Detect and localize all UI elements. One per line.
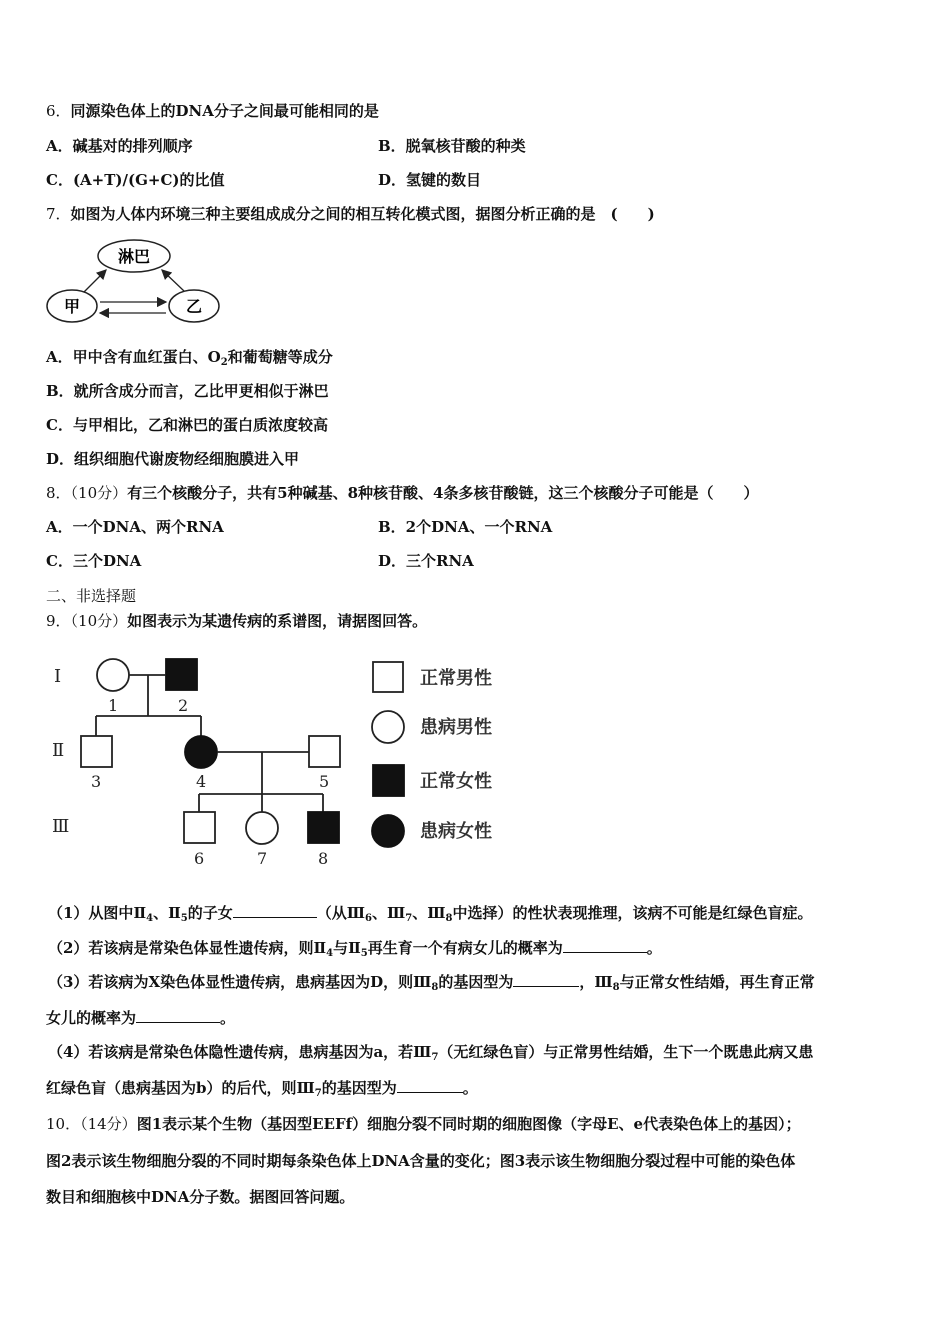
q9-sub4-text-f: 的基因型为 bbox=[321, 1079, 397, 1097]
q9-sub3-genotype-blank[interactable] bbox=[513, 971, 579, 987]
individual-7 bbox=[246, 812, 278, 844]
arrow-jia-to-lymph bbox=[84, 270, 106, 292]
q10-line3: 数目和细胞核中DNA分子数。据图回答问题。 bbox=[46, 1188, 355, 1206]
q9-sub2-text-f: 。 bbox=[646, 939, 662, 957]
q9-number: 9．（10分） bbox=[46, 612, 128, 630]
q6-option-b: B．脱氧核苷酸的种类 bbox=[378, 137, 526, 155]
q8-option-b: B．2个DNA、一个RNA bbox=[378, 518, 553, 536]
q9-sub3-text-f: 与正常女性结婚，再生育正常 bbox=[619, 973, 815, 991]
q9-sub1-answer-blank[interactable] bbox=[233, 902, 317, 918]
legend-circle-filled-icon bbox=[372, 815, 404, 847]
q9-stem-text: 如图表示为某遗传病的系谱图，请据图回答。 bbox=[127, 612, 428, 630]
q9-sub1-text-j: 、Ⅲ bbox=[412, 904, 446, 922]
q10-number: 10．（14分） bbox=[46, 1115, 137, 1133]
q9-sub3-text-a: （3）若该病为X染色体显性遗传病，患病基因为D，则Ⅲ bbox=[48, 973, 432, 991]
gen-label-3: Ⅲ bbox=[52, 816, 70, 837]
q9-sub4-sub-b: 7 bbox=[431, 1052, 439, 1063]
q7-option-a-sub: 2 bbox=[220, 357, 228, 368]
q7-option-a-post: 和葡萄糖等成分 bbox=[227, 348, 333, 366]
id-4: 4 bbox=[196, 772, 207, 791]
gen-label-1: Ⅰ bbox=[54, 666, 62, 687]
q9-sub2-text-e: 再生育一个有病女儿的概率为 bbox=[367, 939, 563, 957]
q9-stem bbox=[46, 611, 427, 631]
legend-label-3: 正常女性 bbox=[420, 771, 492, 792]
q8-number: 8．（10分） bbox=[46, 484, 128, 502]
gen-label-2: Ⅱ bbox=[52, 740, 65, 761]
q9-sub3-text-h: 。 bbox=[220, 1009, 236, 1027]
q9-sub3-text-c: 的基因型为 bbox=[438, 973, 514, 991]
id-5: 5 bbox=[319, 772, 330, 791]
q9-sub1-text-h: 、Ⅲ bbox=[371, 904, 406, 922]
q8-option-a: A．一个DNA、两个RNA bbox=[46, 518, 224, 536]
q9-sub3-sub-e: 8 bbox=[612, 982, 620, 993]
individual-2 bbox=[166, 659, 197, 690]
q9-sub2-text-c: 与Ⅱ bbox=[333, 939, 361, 957]
q9-sub1-sub-i: 7 bbox=[405, 913, 413, 924]
q9-sub1-text-l: 中选择）的性状表现推理，该病不可能是红绿色盲症。 bbox=[452, 904, 813, 922]
q7-option-d: D．组织细胞代谢废物经细胞膜进入甲 bbox=[46, 450, 300, 468]
q9-sub2-sub-d: 5 bbox=[360, 948, 368, 959]
q9-sub2-answer-blank[interactable] bbox=[563, 937, 647, 953]
q9-sub4-genotype-blank[interactable] bbox=[397, 1077, 463, 1093]
q9-sub1 bbox=[48, 902, 812, 929]
q9-sub3-probability-blank[interactable] bbox=[136, 1007, 220, 1023]
q7-option-c: C．与甲相比，乙和淋巴的蛋白质浓度较高 bbox=[46, 416, 328, 434]
q9-sub4-text-g: 。 bbox=[462, 1079, 478, 1097]
legend-label-2: 患病男性 bbox=[420, 717, 492, 738]
q8-option-d: D．三个RNA bbox=[378, 552, 474, 570]
q9-sub1-sub-d: 5 bbox=[180, 913, 188, 924]
id-7: 7 bbox=[257, 849, 268, 868]
legend-circle-empty-icon bbox=[372, 711, 404, 743]
q9-sub1-text-e: 的子女 bbox=[187, 904, 233, 922]
legend-label-4: 患病女性 bbox=[420, 821, 492, 842]
q9-sub1-sub-k: 8 bbox=[445, 913, 453, 924]
q8-option-c: C．三个DNA bbox=[46, 552, 142, 570]
id-1: 1 bbox=[108, 696, 119, 715]
q9-sub4-text-a: （4）若该病是常染色体隐性遗传病，患病基因为a，若Ⅲ bbox=[48, 1043, 432, 1061]
q7-stem-text: 如图为人体内环境三种主要组成成分之间的相互转化模式图，据图分析正确的是 ( ) bbox=[70, 205, 655, 223]
q7-diagram bbox=[44, 236, 224, 328]
q9-sub3-sub-b: 8 bbox=[431, 982, 439, 993]
individual-6 bbox=[184, 812, 215, 843]
q9-sub3-text-g: 女儿的概率为 bbox=[46, 1009, 137, 1027]
id-3: 3 bbox=[91, 772, 102, 791]
q8-stem bbox=[46, 483, 758, 503]
q9-sub4-sub-e: 7 bbox=[314, 1088, 322, 1099]
section-heading: 二、非选择题 bbox=[46, 587, 137, 605]
q10-line2: 图2表示该生物细胞分裂的不同时期每条染色体上DNA含量的变化；图3表示该生物细胞分裂过程中可能的染色体 bbox=[46, 1152, 796, 1170]
individual-3 bbox=[81, 736, 112, 767]
pedigree-chart bbox=[46, 652, 526, 874]
q7-stem bbox=[46, 204, 655, 224]
q7-option-a bbox=[46, 347, 333, 373]
q9-sub3-line1 bbox=[48, 971, 815, 998]
id-8: 8 bbox=[318, 849, 329, 868]
q9-sub2 bbox=[48, 937, 662, 964]
lymph-label: 淋巴 bbox=[117, 247, 151, 266]
q9-sub4-text-d: 红绿色盲（患病基因为b）的后代，则Ⅲ bbox=[46, 1079, 315, 1097]
q9-sub4-line2 bbox=[46, 1077, 478, 1104]
id-2: 2 bbox=[178, 696, 189, 715]
q6-option-a: A．碱基对的排列顺序 bbox=[46, 137, 193, 155]
individual-5 bbox=[309, 736, 340, 767]
q9-sub1-text-c: 、Ⅱ bbox=[153, 904, 181, 922]
individual-1 bbox=[97, 659, 129, 691]
q7-option-b: B．就所含成分而言，乙比甲更相似于淋巴 bbox=[46, 382, 329, 400]
q9-sub3-line2 bbox=[46, 1007, 235, 1028]
q6-option-d: D．氢键的数目 bbox=[378, 171, 482, 189]
jia-label: 甲 bbox=[63, 297, 81, 316]
q9-sub1-sub-b: 4 bbox=[146, 913, 154, 924]
individual-8 bbox=[308, 812, 339, 843]
q6-stem bbox=[46, 101, 379, 121]
q9-sub3-text-d: ，Ⅲ bbox=[579, 973, 613, 991]
id-6: 6 bbox=[194, 849, 205, 868]
legend-label-1: 正常男性 bbox=[420, 668, 492, 689]
individual-4 bbox=[185, 736, 217, 768]
q9-sub4-text-c: （无红绿色盲）与正常男性结婚，生下一个既患此病又患 bbox=[438, 1043, 814, 1061]
q6-option-c: C．(A+T)/(G+C)的比值 bbox=[46, 171, 225, 189]
q6-number: 6． bbox=[46, 102, 71, 120]
q9-sub1-text-f: （从Ⅲ bbox=[316, 904, 365, 922]
q6-stem-text: 同源染色体上的DNA分子之间最可能相同的是 bbox=[70, 102, 379, 120]
legend-square-empty-icon bbox=[373, 662, 403, 692]
legend-square-filled-icon bbox=[373, 765, 404, 796]
q10-line1 bbox=[46, 1114, 801, 1134]
q7-number: 7． bbox=[46, 205, 71, 223]
q9-sub2-sub-b: 4 bbox=[326, 948, 334, 959]
q8-stem-text: 有三个核酸分子，共有5种碱基、8种核苷酸、4条多核苷酸链，这三个核酸分子可能是（ ） bbox=[127, 484, 759, 502]
q10-line1-text: 图1表示某个生物（基因型EEFf）细胞分裂不同时期的细胞图像（字母E、e代表染色体上的基因）； bbox=[136, 1115, 801, 1133]
q7-option-a-pre: A．甲中含有血红蛋白、O bbox=[46, 348, 221, 366]
arrow-yi-to-lymph bbox=[162, 270, 184, 291]
yi-label: 乙 bbox=[185, 297, 203, 316]
q9-sub4-line1 bbox=[48, 1042, 813, 1068]
q9-sub1-sub-g: 6 bbox=[364, 913, 372, 924]
q9-sub2-text-a: （2）若该病是常染色体显性遗传病，则Ⅱ bbox=[48, 939, 327, 957]
q9-sub1-text-a: （1）从图中Ⅱ bbox=[48, 904, 147, 922]
